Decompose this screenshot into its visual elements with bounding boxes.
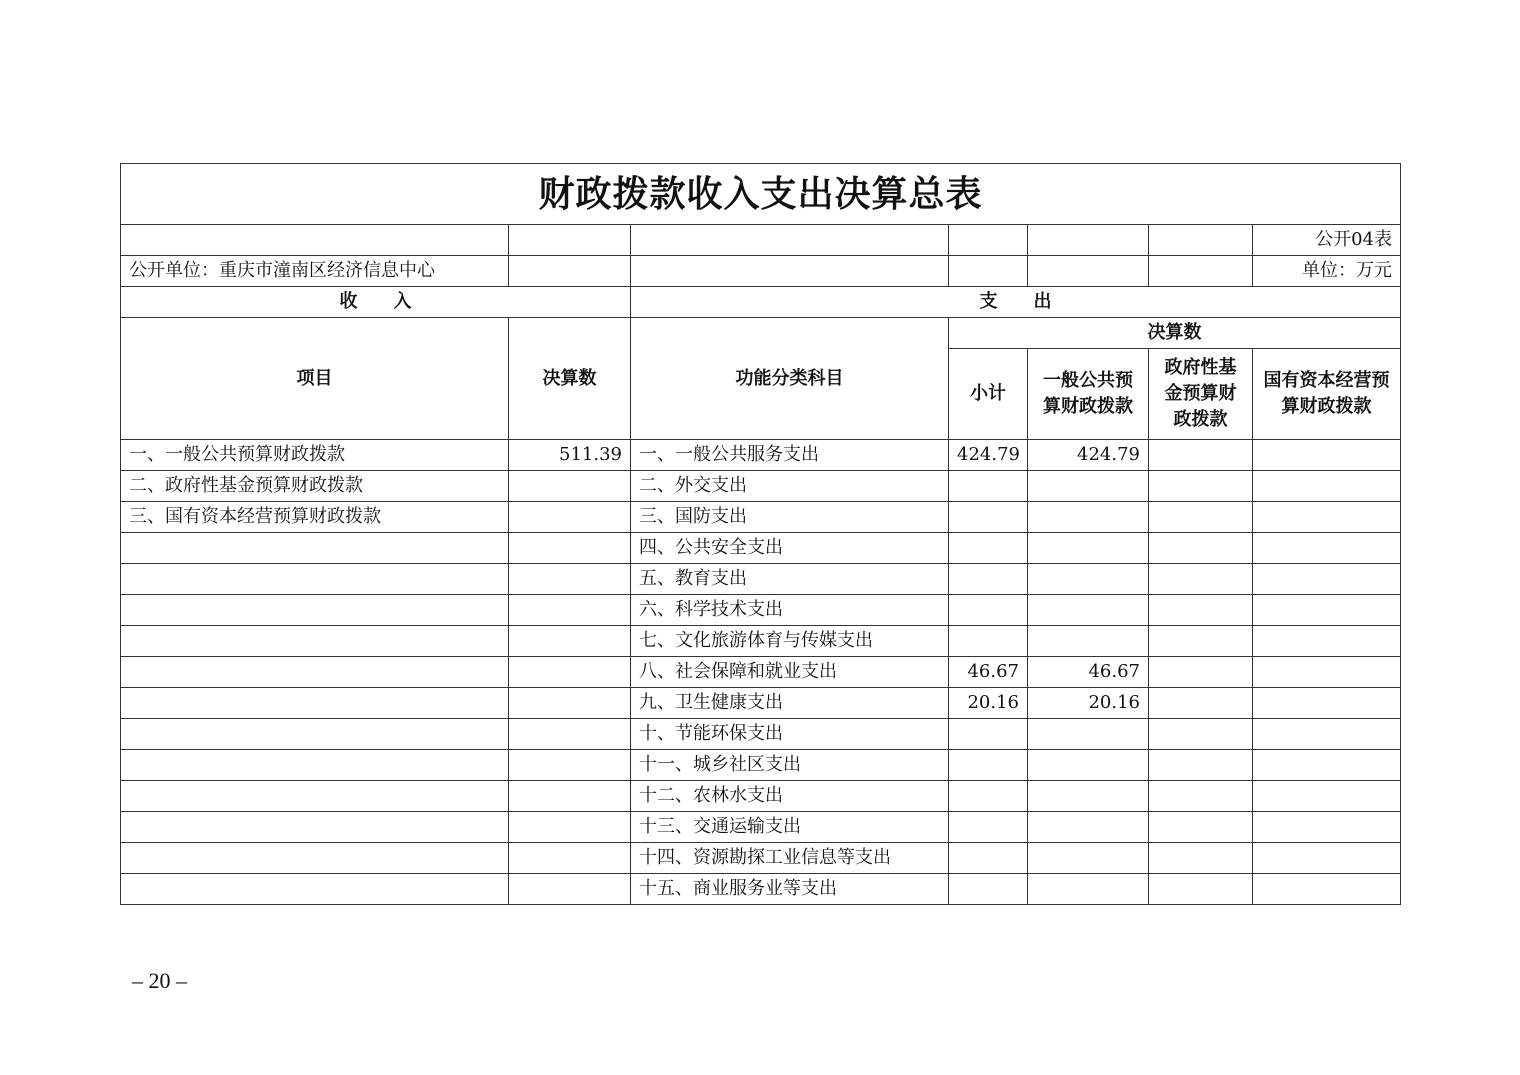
subtotal-cell: [949, 781, 1028, 812]
function-item-cell: 一、一般公共服务支出: [631, 440, 949, 471]
general-budget-cell: 20.16: [1028, 688, 1149, 719]
income-amount-cell: [509, 781, 631, 812]
col-amount-header: 决算数: [509, 318, 631, 440]
income-amount-cell: [509, 564, 631, 595]
final-amount-header: 决算数: [949, 318, 1401, 349]
table-row: [121, 719, 1401, 750]
state-capital-cell: [1253, 533, 1401, 564]
income-item-cell: [121, 657, 509, 688]
fund-budget-cell: [1149, 812, 1253, 843]
general-budget-cell: 46.67: [1028, 657, 1149, 688]
subtotal-cell: [949, 533, 1028, 564]
general-budget-cell: [1028, 626, 1149, 657]
income-item-cell: [121, 595, 509, 626]
income-amount-cell: [509, 688, 631, 719]
subtotal-cell: [949, 471, 1028, 502]
fund-budget-cell: [1149, 719, 1253, 750]
income-amount-cell: [509, 750, 631, 781]
income-amount-cell: [509, 843, 631, 874]
fund-budget-cell: [1149, 750, 1253, 781]
state-capital-cell: [1253, 440, 1401, 471]
general-budget-cell: [1028, 874, 1149, 905]
income-amount-cell: [509, 471, 631, 502]
state-capital-cell: [1253, 781, 1401, 812]
subtotal-cell: [949, 812, 1028, 843]
state-capital-cell: [1253, 626, 1401, 657]
income-amount-cell: [509, 595, 631, 626]
col-function-header: 功能分类科目: [631, 318, 949, 440]
fund-budget-cell: [1149, 502, 1253, 533]
general-budget-cell: [1028, 471, 1149, 502]
function-item-cell: 九、卫生健康支出: [631, 688, 949, 719]
income-item-cell: [121, 688, 509, 719]
income-item-cell: [121, 564, 509, 595]
income-item-cell: [121, 750, 509, 781]
general-budget-cell: [1028, 564, 1149, 595]
table-row: [121, 564, 1401, 595]
reporting-unit: 公开单位：重庆市潼南区经济信息中心: [121, 256, 509, 287]
income-header: 收 入: [121, 287, 631, 318]
fund-budget-cell: [1149, 533, 1253, 564]
income-amount-cell: [509, 533, 631, 564]
function-item-cell: 十二、农林水支出: [631, 781, 949, 812]
subtotal-cell: [949, 502, 1028, 533]
final-accounts-table: [120, 163, 1401, 905]
general-budget-cell: [1028, 750, 1149, 781]
general-budget-cell: [1028, 843, 1149, 874]
income-amount-cell: [509, 502, 631, 533]
income-item-cell: [121, 781, 509, 812]
income-item-cell: [121, 812, 509, 843]
currency-unit: 单位：万元: [1253, 256, 1401, 287]
fund-budget-cell: [1149, 843, 1253, 874]
general-budget-cell: 424.79: [1028, 440, 1149, 471]
function-item-cell: 七、文化旅游体育与传媒支出: [631, 626, 949, 657]
function-item-cell: 十四、资源勘探工业信息等支出: [631, 843, 949, 874]
expense-header: 支 出: [631, 287, 1401, 318]
general-budget-cell: [1028, 595, 1149, 626]
function-item-cell: 十三、交通运输支出: [631, 812, 949, 843]
income-item-cell: 二、政府性基金预算财政拨款: [121, 471, 509, 502]
fund-budget-cell: [1149, 688, 1253, 719]
subtotal-cell: 20.16: [949, 688, 1028, 719]
table-row: [121, 688, 1401, 719]
subtotal-cell: 46.67: [949, 657, 1028, 688]
table-row: [121, 843, 1401, 874]
state-capital-cell: [1253, 874, 1401, 905]
function-item-cell: 十、节能环保支出: [631, 719, 949, 750]
function-item-cell: 十五、商业服务业等支出: [631, 874, 949, 905]
col-general-header: 一般公共预算财政拨款: [1028, 349, 1149, 440]
state-capital-cell: [1253, 812, 1401, 843]
fund-budget-cell: [1149, 874, 1253, 905]
general-budget-cell: [1028, 781, 1149, 812]
general-budget-cell: [1028, 533, 1149, 564]
page-number: – 20 –: [132, 968, 187, 993]
table-row: [121, 750, 1401, 781]
income-item-cell: [121, 843, 509, 874]
income-item-cell: [121, 874, 509, 905]
subtotal-cell: [949, 626, 1028, 657]
function-item-cell: 十一、城乡社区支出: [631, 750, 949, 781]
state-capital-cell: [1253, 750, 1401, 781]
fund-budget-cell: [1149, 657, 1253, 688]
col-subtotal-header: 小计: [949, 349, 1028, 440]
table-row: [121, 626, 1401, 657]
state-capital-cell: [1253, 564, 1401, 595]
state-capital-cell: [1253, 471, 1401, 502]
state-capital-cell: [1253, 843, 1401, 874]
income-item-cell: [121, 719, 509, 750]
function-item-cell: 八、社会保障和就业支出: [631, 657, 949, 688]
fund-budget-cell: [1149, 440, 1253, 471]
general-budget-cell: [1028, 812, 1149, 843]
general-budget-cell: [1028, 719, 1149, 750]
fund-budget-cell: [1149, 471, 1253, 502]
fund-budget-cell: [1149, 564, 1253, 595]
income-item-cell: 三、国有资本经营预算财政拨款: [121, 502, 509, 533]
table-row: [121, 533, 1401, 564]
col-fund-header: 政府性基金预算财政拨款: [1149, 349, 1253, 440]
subtotal-cell: [949, 595, 1028, 626]
function-item-cell: 四、公共安全支出: [631, 533, 949, 564]
income-amount-cell: 511.39: [509, 440, 631, 471]
page-title: 财政拨款收入支出决算总表: [121, 164, 1401, 225]
fund-budget-cell: [1149, 626, 1253, 657]
subtotal-cell: 424.79: [949, 440, 1028, 471]
state-capital-cell: [1253, 719, 1401, 750]
function-item-cell: 二、外交支出: [631, 471, 949, 502]
state-capital-cell: [1253, 657, 1401, 688]
subtotal-cell: [949, 874, 1028, 905]
fund-budget-cell: [1149, 781, 1253, 812]
income-amount-cell: [509, 719, 631, 750]
state-capital-cell: [1253, 502, 1401, 533]
table-row: [121, 812, 1401, 843]
function-item-cell: 六、科学技术支出: [631, 595, 949, 626]
income-amount-cell: [509, 657, 631, 688]
income-item-cell: [121, 626, 509, 657]
income-item-cell: 一、一般公共预算财政拨款: [121, 440, 509, 471]
function-item-cell: 三、国防支出: [631, 502, 949, 533]
income-amount-cell: [509, 626, 631, 657]
table-row: [121, 471, 1401, 502]
income-amount-cell: [509, 874, 631, 905]
table-row: [121, 502, 1401, 533]
col-item-header: 项目: [121, 318, 509, 440]
col-state-header: 国有资本经营预算财政拨款: [1253, 349, 1401, 440]
table-number: 公开04表: [1253, 225, 1401, 256]
table-row: [121, 657, 1401, 688]
state-capital-cell: [1253, 688, 1401, 719]
state-capital-cell: [1253, 595, 1401, 626]
subtotal-cell: [949, 564, 1028, 595]
income-item-cell: [121, 533, 509, 564]
subtotal-cell: [949, 719, 1028, 750]
general-budget-cell: [1028, 502, 1149, 533]
table-row: [121, 781, 1401, 812]
subtotal-cell: [949, 750, 1028, 781]
function-item-cell: 五、教育支出: [631, 564, 949, 595]
table-row: [121, 595, 1401, 626]
income-amount-cell: [509, 812, 631, 843]
table-row: [121, 440, 1401, 471]
subtotal-cell: [949, 843, 1028, 874]
table-row: [121, 874, 1401, 905]
fund-budget-cell: [1149, 595, 1253, 626]
